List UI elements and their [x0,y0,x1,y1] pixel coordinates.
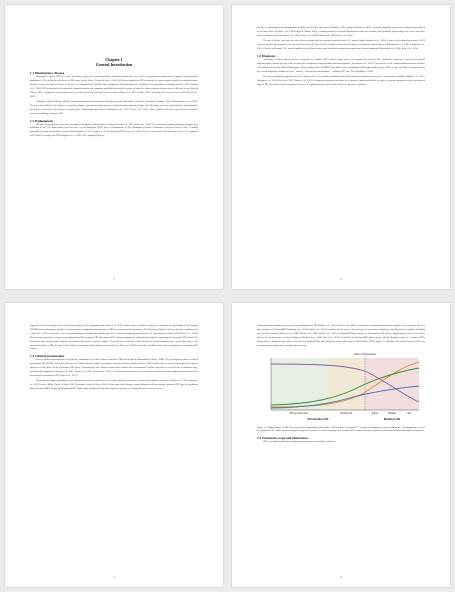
section-heading: 1.2 Pathogenesis [30,118,54,123]
group-label-manifest: Manifest HD [383,417,401,422]
stage-label-presymptomatic: Presymptomatic [289,412,309,416]
motor-diagnosis-label: Motor Diagnosis [354,352,376,357]
page-content [257,325,425,573]
paragraph: Huntington's disease (HD) is a fatal, hereditary, progressive neurodegenerative condition characterised by a triad of symptoms including motor, cognitive and psychiatric disturbances. The worldwide prevalence of HD varies widely (Bates, Tabrizi & Jones, 2014). In Western populations HD is amongst the most common inherited neurodegenerative disorders, with an average prevalence of 10.6 to 13.7 individuals per 100,000 (often compared to 0.40 individuals per 100,000 in Asian populations) (Pringsheim et al., 2012; Rawlins et al., 2016). HD is inherited in an autosomal dominant fashion and symptoms typically manifest in the prime of adult life with an average disease onset at 40 years of age (Ross & Tabrizi, 2011). Symptoms worsen progressively over the next 15-20 years after onset of disease (Bates et al., 2015; Walker, 2007). Currently, there are no cures for HD (Bates et al., 2015). [30,76,198,98]
paragraph: The age of disease onset and severity of disease progression are strongly associated with CAG repeat length (Langbehn et al., 2004). Carriers with reduced penetrance (36-39 repeats) may develop symptoms very late in life or not at all, whereas those with 40 or more repeats almost inevitably develop the disease (Rubinsztein et al., 1996; Langbehn et al., 2010). Carriers with longer CAG repeat lengths have also shown more rapid neurodegeneration and progression of motor symptoms (Rosenblatt et al., 2006; Ross et al., 2014). [257,40,425,51]
figure-caption: Figure 1.1. Natural history of HD. The period before diagnosable motor signs of HD is termed "premanifest". No signs or symptoms are present during the "presymptomatic" period. In "prodromal" HD, subtle motor and cognitive signs are present. As the disease progresses, manifest HD is characterised by a gradual deterioration of motor and cognitive functions. [257,426,425,433]
section-heading: 1.1 Huntington's disease [30,71,65,75]
paragraph: encodes an abnormally long polyglutamine (polyQ) tract (Trottier, Biancalana & Mandel, 1995; Saudou & Humbert, 2016). Cytotoxic huntingtin proteins are subsequently produced in the brain (Ross & Tabrizi, 2011; McColgan & Tabrizi, 2018), resulting initially in neuronal dysfunction within the striatum, then gradually progressing to the cortex and other regions within the brain (Vonsattel et al., 1985; Rosas et al., 2008; Tabrizi et al., 2009; Ross et al., 2014). [257,27,425,37]
stage-label-prodromal: Prodromal [340,412,352,416]
section-heading: 1.3 Diagnosis [257,53,276,58]
paragraph: The current diagnostic approach has been criticised due to its arbitrary probability threshold, imprecise categorical rating scale, and assessor variability (Biglan et al., 2013; Reilmann et al., 2014; Ross et al., 2019; Tabrizi et al., 2013). A diagnosis is assessed and made by a clinician's judgement that the emergence of motor symptoms is at the unequivocal stage of HD. The onset of motor symptoms, however, is a gradual process and it can be subject to interrater variability. [257,76,425,86]
stage-label-middle: Middle [388,412,396,416]
paragraph: HD is currently incurable but symptomatic treatments are available to alleviate [263,440,336,443]
page-content [30,325,198,573]
paragraph: suggested to lack sensitivity in detecting clinical changes in the prodromal stage (Ross et al., 2019). Subtle motor or cognitive changes are currently not quantifiable in the standard UHDRS motor examination, and there is inconsistency in diagnostic classifications of HD in research and clinical practice. The Movement Disorder Society, therefore, commissioned a task force in 2017 to provide a set of recommendations for diagnostic classification and a consistent staging approach prior to the appearance of manifest HD (Ross et al., 2019). The task force proposed 3 categories, presymptomatic HD, prodromal HD and manifest HD, with presymptomatic and prodromal together comprising the premanifest HD period. The prodromal stage includes both cognitive and motor components of clinical changes. Given that one of the aims of this thesis is to provide comprehensive speech phenotype in the premanifest phase of HD, all studies will adopt the terminology and definition recommended by Ross et al. (2019) to describe and differentiate the two subgroups in premanifest HD cohorts. [30,325,198,351]
stage-label-early: Early [372,412,378,416]
band-presymptomatic [271,358,327,410]
chapter-label: Chapter 1 [105,57,123,62]
figure-graphic [257,350,425,424]
page-number: 3 [113,575,115,579]
page-content [257,27,425,275]
document-page-1 [5,5,223,289]
page-content [30,35,198,275]
paragraph: Neurological changes beginning in the prediagnostic period eventually reveal to subtle clinical presentations of motor and cognitive symptoms (Biglan et al., 2016; Epping et al., 2016; Paulsen, Miller, Hayes, & Shaw, 2017; Reilmann, Leavitt, & Ross, 2014). In this stage of the disease, people diagnosed with genetically confirmed HD enter the prodromal stage (ProdromalHD). People with ProdromalHD exhibit subtle changes in motor and cognitive functions, even though they have not yet shown. [30,380,198,391]
paragraph: substantial motor symptoms to warrant a formal diagnosis of HD (Biglan et al., 2016; Paulsen et al., 2008). Assessments of quantitative motor and cognitive assessments are likely to show changes in ProdromalHD (Reilmann et al., 2014; Scahill et al., 2013). Cognitive decline may be detected up to 15 years before diagnosis, including reduced cognitive flexibility and executive function (Paulsen et al., 2008; Tabrizi et al., 2009; Tabrizi et al., 2011). ProdromalHD may comprise a substantial period of time, approximately one to two decades prior to the predicted time of clinical diagnosis (Paulsen et al., 2008; Ross et al., 2014). Gradually, the ProdromalHD phase merges with the diagnostic phase (i.e., manifest HD), during which a diagnosis takes place as the affected individual has sufficiently developed motor signs of HD (Walker, 2007). Figure 1.1 illustrates the natural history of HD from presymptomatic, prodromal, to manifest disease stage. [257,325,425,347]
group-label-premanifest: Premanifest HD [307,417,329,422]
section-heading: 1.5 Treatment scope and biomarkers [257,435,309,440]
document-page-3 [5,303,223,587]
page-number: 4 [340,575,342,579]
figure-natural-history [257,350,425,424]
page-number: 2 [340,277,342,281]
chapter-title: General Introduction [95,62,133,67]
section-heading: 1.4 Clinical presentation [30,354,65,359]
band-manifest [365,358,419,410]
stage-label-late: Late [406,412,412,416]
page-number: 1 [113,277,115,281]
paragraph: Alongside bodily challenges HD has profound interpersonal and psychosocial impacts on the individuals (Aubeeluck, Buchanan & Stupple, 2012; Banaszkiewicz et al., 2012). These are often linked to the burden of caregiving, stigma, and concerns about genetic testing and family planning. People with HD may experience social isolation, discrimination, and adverse treatment in the context of employment, relationships and insurance (Bombard et al., 2012; Erwin et al., 2010). These families and carers may also face numerous emotional challenges related to HD. [30,100,198,115]
paragraph: HD has a known genetic cause that is amenable to diagnostic and predictive testing (Crawford et al., 2015; Ross et al., 2014). The autosomal dominant condition is triggered by mutations of the CAG trinucleotide repeat in exon 1 of the huntingtin (HTT) gene on chromosome 4 (The Huntington's Disease Collaborative Research Group, 1993). A healthy individual's average trinucleotide cytosine-adenine-guanine (CAG) length is 16 to 20 repeats in HTT (Ross et al., 2014). There are more than 35 to 39 repeats in the CAG expanded mHTT allele in people with HD (Langbehn et al., 2010). The expanded HD gene. [30,123,198,138]
document-page-4 [232,303,450,587]
document-page-2 [232,5,450,289]
paragraph: According to current clinical practice a diagnosis of "manifest HD" could be made when a neurologist has reached a 99% "diagnostic confidence" level in their clinical judgement that a patient presents with "an otherwise unexplained extrapyramidal movement disorder" (Reilmann et al., 2014). The presence of an extrapyramidal movement disorder is identified based on the Unified Huntington's Disease Rating Scale (UHDRS) Total Motor Score examination (Huntington Study Group, 1996). People with HD are categorised into one of four diagnostic confidence levels: "normal", "non-specific abnormalities", "possibly HD" and "99% probability" of HD. [257,58,425,73]
paragraph: Prior to clinical manifestation of the disease, individuals are healthy with no detectable HD-related clinical abnormalities (Myers, 2004). The pre-diagnostic phase is termed premanifest HD (PreHD), but is thus known to be characterised by subtle neurological and other clinical findings (Walker, 2007). Subtle disease-related neurological and clinical changes can take place in the premanifest HD phase. Neuroimaging and clinical characteristics studies have demonstrated a subtle trajectory of events in the premanifest stage, culminating in diagnosis (Aylward et al., 2011; Rosas et al., 2008; Tabrizi et al., 2011). An increased concentration of cerebrospinal fluid neurofilament light protein has also been documented in premanifest HD (Byrne et al., 2017). [30,359,198,377]
